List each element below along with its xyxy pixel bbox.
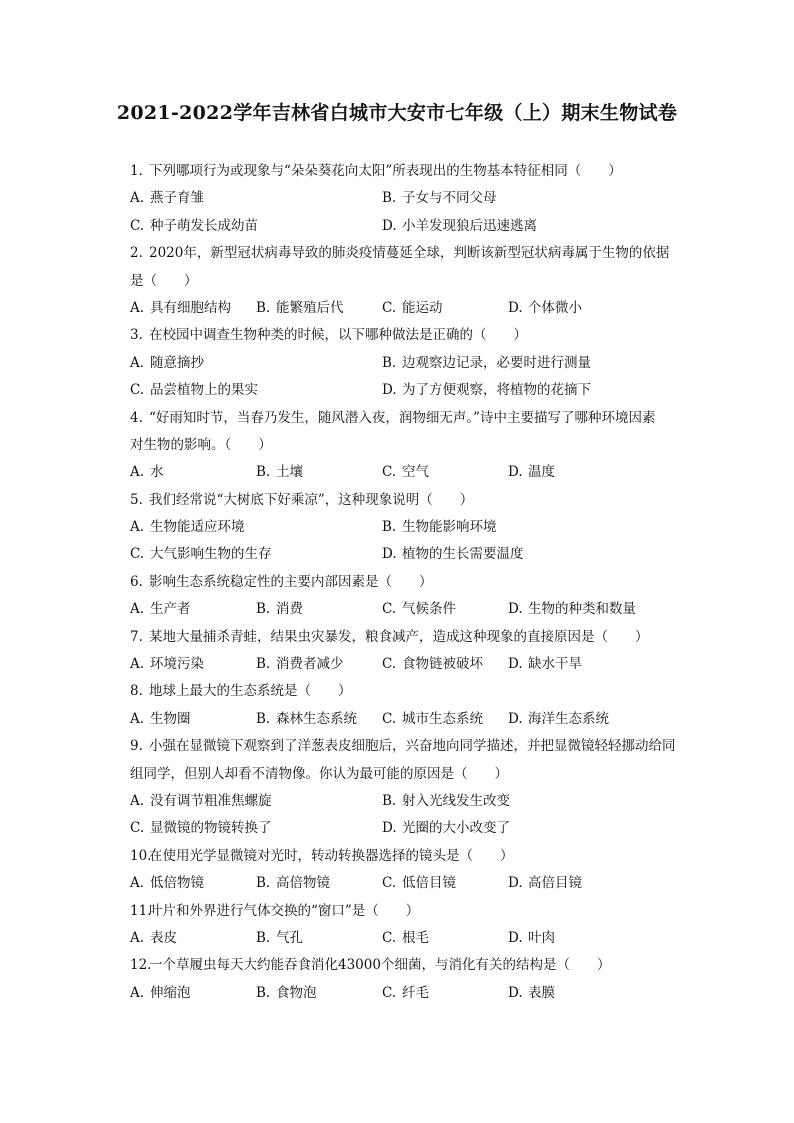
answer-option [130,185,204,212]
option-text: 射入光线发生改变 [402,792,510,809]
answer-option [130,651,204,678]
answer-option [130,706,191,733]
options-row [130,651,700,678]
answer-option [508,651,582,678]
answer-option [256,459,303,486]
question-stem-continued [130,268,700,295]
options-row [130,925,700,952]
question-stem [130,952,700,979]
answer-option [130,541,272,568]
question-item [130,569,700,624]
answer-option [256,870,330,897]
answer-option [382,651,483,678]
option-text: 表皮 [150,929,177,946]
option-letter: A. [130,710,145,727]
answer-option [256,706,357,733]
question-number: 4. [130,409,143,426]
option-text: 缺水干旱 [528,656,582,673]
question-item [130,322,700,404]
option-text: 大气影响生物的生存 [150,546,272,563]
option-text: 根毛 [402,929,429,946]
option-letter: A. [130,984,145,1001]
option-text: 为了方便观察，将植物的花摘下 [402,382,591,399]
option-text: 食物泡 [276,984,317,1001]
answer-option [130,925,177,952]
option-letter: A. [130,792,145,809]
question-item [130,843,700,898]
option-letter: C. [382,656,397,673]
option-letter: D. [508,710,523,727]
option-letter: D. [382,217,397,234]
option-letter: A. [130,875,145,892]
question-stem [130,322,700,349]
option-letter: B. [256,875,271,892]
question-stem [130,569,700,596]
question-stem [130,487,700,514]
option-letter: D. [508,299,523,316]
question-number: 8. [130,683,143,700]
option-text: 城市生态系统 [402,710,483,727]
question-stem [130,624,700,651]
option-letter: D. [508,656,523,673]
option-text: 随意摘抄 [150,354,204,371]
option-text: 高倍目镜 [528,875,582,892]
answer-option [382,377,591,404]
question-item [130,898,700,953]
option-letter: C. [382,929,397,946]
answer-option [256,925,303,952]
question-item [130,405,700,487]
option-letter: B. [382,190,397,207]
answer-option [130,980,191,1007]
options-row [130,815,700,842]
question-text: 2020年，新型冠状病毒导致的肺炎疫情蔓延全球，判断该新型冠状病毒属于生物的依据 [149,245,670,262]
question-stem [130,843,700,870]
question-number: 12. [130,957,152,974]
answer-option [508,706,609,733]
answer-option [130,815,272,842]
option-text: 气候条件 [402,601,456,618]
option-text: 空气 [402,464,429,481]
option-letter: D. [508,601,523,618]
answer-option [130,459,164,486]
answer-option [382,295,443,322]
question-text: 一个草履虫每天大约能吞食消化43000个细菌，与消化有关的结构是（ ） [149,957,611,974]
answer-option [382,815,510,842]
option-letter: A. [130,354,145,371]
options-row [130,514,700,541]
options-row [130,350,700,377]
option-text: 生产者 [150,601,191,618]
question-item [130,952,700,1007]
question-number: 3. [130,327,143,344]
option-text: 消费 [276,601,303,618]
answer-option [256,295,344,322]
answer-option [382,459,429,486]
options-row [130,788,700,815]
option-text: 低倍物镜 [150,875,204,892]
options-row [130,295,700,322]
option-letter: D. [382,546,397,563]
question-stem-continued [130,432,700,459]
option-text: 低倍目镜 [402,875,456,892]
answer-option [382,514,497,541]
question-number: 1. [130,163,143,179]
options-row [130,870,700,897]
option-letter: A. [130,656,145,673]
answer-option [382,788,510,815]
answer-option [382,596,456,623]
option-letter: C. [382,875,397,892]
option-letter: C. [382,710,397,727]
option-letter: D. [508,464,523,481]
question-number: 6. [130,573,143,590]
question-stem [130,158,700,185]
question-text: 影响生态系统稳定性的主要内部因素是（ ） [149,573,433,590]
option-text: 子女与不同父母 [402,190,497,207]
option-text: 燕子育雏 [150,190,204,207]
option-text: 温度 [528,464,555,481]
option-letter: D. [508,875,523,892]
question-item [130,240,700,322]
option-text: 个体微小 [528,299,582,316]
answer-option [382,980,429,1007]
question-stem-continued [130,761,700,788]
question-stem [130,898,700,925]
option-text: 高倍物镜 [276,875,330,892]
question-text: 我们经常说“大树底下好乘凉”，这种现象说明（ ） [149,491,474,508]
option-letter: B. [256,929,271,946]
option-letter: A. [130,601,145,618]
option-text: 植物的生长需要温度 [402,546,524,563]
answer-option [508,295,582,322]
option-text: 伸缩泡 [150,984,191,1001]
question-text: 在校园中调查生物种类的时候，以下哪种做法是正确的（ ） [149,327,527,344]
option-letter: A. [130,519,145,536]
question-stem [130,733,700,760]
option-text: 食物链被破坏 [402,656,483,673]
answer-option [508,870,582,897]
question-number: 9. [130,738,143,755]
option-text: 水 [150,464,164,481]
answer-option [382,185,497,212]
option-text: 种子萌发长成幼苗 [150,217,258,234]
answer-option [382,213,537,240]
answer-option [382,350,591,377]
option-letter: A. [130,464,145,481]
question-text: 是（ ） [130,272,198,289]
question-text: 某地大量捕杀青蛙，结果虫灾暴发，粮食减产，造成这种现象的直接原因是（ ） [149,628,649,645]
option-text: 显微镜的物镜转换了 [150,820,272,837]
question-number: 2. [130,245,143,262]
option-letter: C. [130,820,145,837]
option-letter: C. [382,601,397,618]
question-text: 在使用光学显微镜对光时，转动转换器选择的镜头是（ ） [149,847,514,864]
option-letter: C. [130,546,145,563]
answer-option [130,870,204,897]
options-row [130,980,700,1007]
answer-option [130,377,258,404]
question-number: 5. [130,491,143,508]
question-item [130,733,700,843]
option-letter: C. [130,217,145,234]
option-letter: C. [382,984,397,1001]
option-letter: A. [130,929,145,946]
options-row [130,541,700,568]
answer-option [256,980,317,1007]
question-stem [130,678,700,705]
question-stem [130,240,700,267]
option-text: 气孔 [276,929,303,946]
option-letter: B. [382,519,397,536]
option-text: 能运动 [402,299,443,316]
answer-option [130,514,245,541]
question-text: 下列哪项行为或现象与“朵朵葵花向太阳”所表现出的生物基本特征相同（ ） [149,163,622,179]
option-text: 光圈的大小改变了 [402,820,510,837]
question-item [130,624,700,679]
option-text: 森林生态系统 [276,710,357,727]
option-letter: C. [382,464,397,481]
option-letter: B. [256,299,271,316]
option-text: 海洋生态系统 [528,710,609,727]
question-text: “好雨知时节，当春乃发生，随风潜入夜，润物细无声。”诗中主要描写了哪种环境因素 [149,409,656,426]
option-letter: B. [382,792,397,809]
options-row [130,377,700,404]
option-letter: D. [382,382,397,399]
option-text: 环境污染 [150,656,204,673]
options-row [130,706,700,733]
question-number: 7. [130,628,143,645]
answer-option [508,980,555,1007]
answer-option [382,925,429,952]
answer-option [508,459,555,486]
option-text: 能繁殖后代 [276,299,344,316]
answer-option [508,596,636,623]
question-text: 地球上最大的生态系统是（ ） [149,683,352,700]
option-letter: B. [382,354,397,371]
option-letter: B. [256,710,271,727]
option-text: 土壤 [276,464,303,481]
option-letter: B. [256,984,271,1001]
question-list [130,158,700,1007]
page-title: 2021-2022学年吉林省白城市大安市七年级（上）期末生物试卷 [116,102,678,124]
option-letter: D. [508,984,523,1001]
option-letter: D. [508,929,523,946]
question-text: 对生物的影响。（ ） [130,436,272,453]
question-text: 叶片和外界进行气体交换的“窗口”是（ ） [149,902,420,919]
options-row [130,185,700,212]
option-text: 具有细胞结构 [150,299,231,316]
question-number: 11. [130,902,152,919]
answer-option [508,925,555,952]
option-letter: B. [256,656,271,673]
option-text: 生物圈 [150,710,191,727]
question-number: 10. [130,847,152,864]
answer-option [130,350,204,377]
option-letter: C. [130,382,145,399]
options-row [130,459,700,486]
option-text: 小羊发现狼后迅速逃离 [402,217,537,234]
option-letter: B. [256,464,271,481]
option-text: 没有调节粗准焦螺旋 [150,792,272,809]
answer-option [382,541,524,568]
answer-option [130,596,191,623]
answer-option [256,596,303,623]
option-text: 叶肉 [528,929,555,946]
answer-option [382,706,483,733]
answer-option [382,870,456,897]
question-item [130,158,700,240]
option-letter: C. [382,299,397,316]
answer-option [130,213,258,240]
option-letter: D. [382,820,397,837]
option-text: 消费者减少 [276,656,344,673]
answer-option [130,788,272,815]
option-text: 表膜 [528,984,555,1001]
options-row [130,596,700,623]
option-text: 生物能影响环境 [402,519,497,536]
option-letter: A. [130,299,145,316]
option-letter: A. [130,190,145,207]
question-item [130,487,700,569]
question-text: 组同学，但别人却看不清物像。你认为最可能的原因是（ ） [130,765,508,782]
option-text: 品尝植物上的果实 [150,382,258,399]
question-item [130,678,700,733]
question-text: 小强在显微镜下观察到了洋葱表皮细胞后，兴奋地向同学描述，并把显微镜轻轻挪动给同 [149,738,676,755]
answer-option [130,295,231,322]
option-text: 纤毛 [402,984,429,1001]
answer-option [256,651,344,678]
options-row [130,213,700,240]
option-text: 边观察边记录，必要时进行测量 [402,354,591,371]
question-stem [130,405,700,432]
option-letter: B. [256,601,271,618]
option-text: 生物的种类和数量 [528,601,636,618]
option-text: 生物能适应环境 [150,519,245,536]
